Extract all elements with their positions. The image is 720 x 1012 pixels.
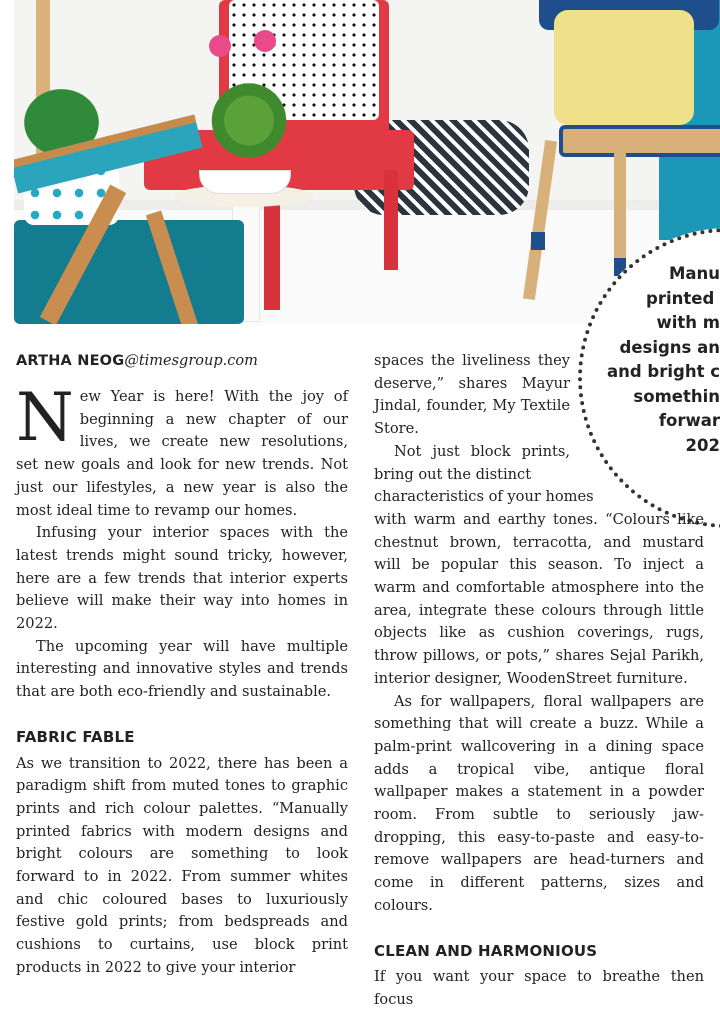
paragraph-3: The upcoming year will have multiple interesting and innovative styles and trends that are both eco-friendly and sustainable. <box>16 637 348 701</box>
right-paragraph-2b: characteristics of your homes <box>374 488 594 506</box>
pink-flower <box>209 35 231 57</box>
right-column <box>374 350 704 1012</box>
drop-cap: N <box>16 379 74 456</box>
potted-plant <box>194 60 304 170</box>
pink-flower <box>254 30 276 52</box>
fabric-fable-text: As we transition to 2022, there has been a paradigm shift from muted tones to graphic prints and rich colour palettes. “Manually printed fabrics with modern designs and bright colours are something to look forward to in 2022. From summer whites and chic coloured bases to luxuriously festive gold prints; from bedspreads and cushions to curtains, use block print products in 2022 to give your interior <box>16 754 348 976</box>
wallpaper-paragraph: As for wallpapers, floral wallpapers are something that will create a buzz. While a palm-print wallcovering in a dining space adds a tropical vibe, antique floral wallpaper makes a statement in a powder room. From subtle to seriously jaw-dropping, this easy-to-paste and easy-to-remove wallpapers are head-turners and come in different patterns, sizes and colours. <box>374 692 704 914</box>
right-paragraph-2a: Not just block prints, bring out the distinct <box>374 442 570 483</box>
intro-text: ew Year is here! With the joy of beginning a new chapter of our lives, we create new resolutions, set new goals and look for new trends. Not just our lifestyles, a new year is also the most ideal time to revamp our homes. <box>16 388 348 519</box>
leg-tip <box>531 232 545 250</box>
section-heading-fabric-fable: FABRIC FABLE <box>16 727 135 746</box>
intro-paragraph <box>16 379 348 522</box>
yellow-pillow <box>554 10 694 125</box>
right-paragraph-1: spaces the liveliness they deserve,” shares Mayur Jindal, founder, My Textile Store. <box>374 352 570 438</box>
clean-harmonious-text: If you want your space to breathe then focus <box>374 968 704 1008</box>
red-chair-leg <box>384 170 398 270</box>
paragraph-2: Infusing your interior spaces with the latest trends might sound tricky, however, here are a few trends that interior experts believe will make their way into homes in 2022. <box>16 524 348 633</box>
right-paragraph-2c: with warm and earthy tones. “Colours like chestnut brown, terracotta, and mustard will be popular this season. To inject a warm and comfortable atmosphere into the area, integrate these colours through little objects like as cushion coverings, rugs, throw pillows, or pots,” shares Sejal Parikh, interior designer, WoodenStreet furniture. <box>374 510 704 687</box>
wooden-chair-seat <box>559 125 720 157</box>
plant-pot <box>199 170 291 194</box>
section-heading-clean-harmonious: CLEAN AND HARMONIOUS <box>374 941 598 960</box>
author-name: ARTHA NEOG <box>16 353 125 369</box>
left-column <box>16 350 348 980</box>
pull-quote-text: Manu printed with m designs an and bright c somethin forwar 202 <box>606 264 720 455</box>
author-email: @timesgroup.com <box>124 353 258 369</box>
byline <box>16 350 348 372</box>
wooden-chair-leg <box>614 145 626 275</box>
